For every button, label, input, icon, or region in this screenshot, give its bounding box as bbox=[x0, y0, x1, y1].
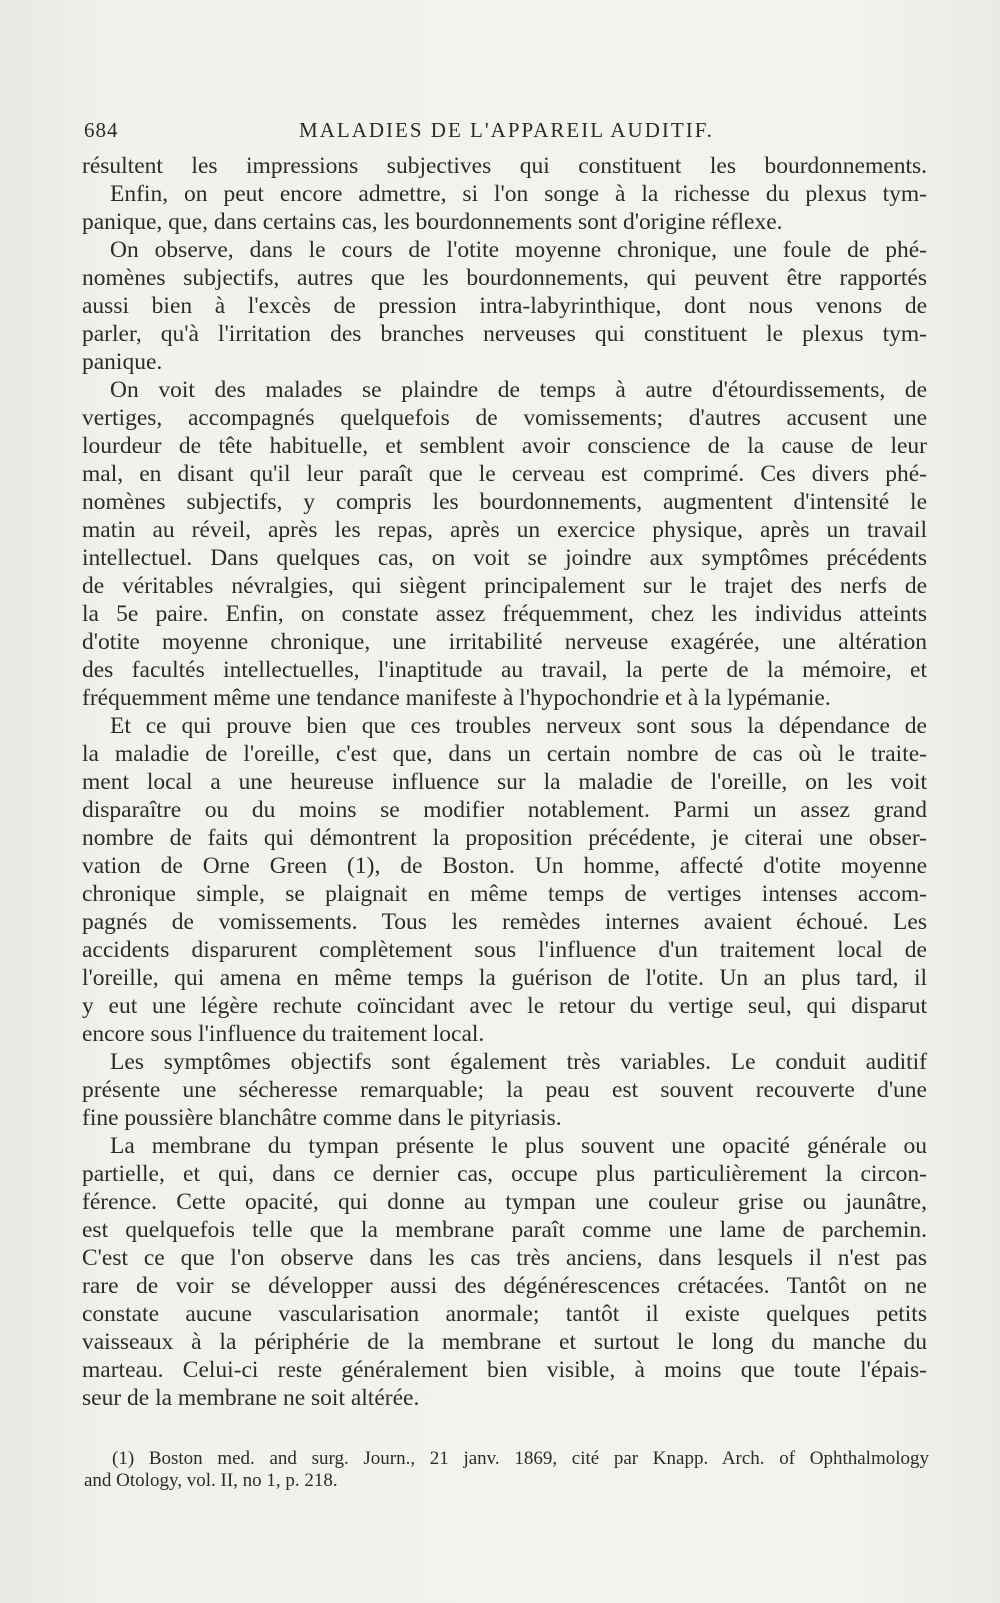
footnote-line: (1) Boston med. and surg. Journ., 21 janv. 1869, cité par Knapp. Arch. of Ophthalmology bbox=[112, 1448, 929, 1469]
text-line: nomènes subjectifs, y compris les bourdonnements, augmentent d'intensité le bbox=[82, 489, 927, 515]
text-line: l'oreille, qui amena en même temps la guérison de l'otite. Un an plus tard, il bbox=[82, 965, 927, 991]
text-line: chronique simple, se plaignait en même temps de vertiges intenses accom- bbox=[82, 881, 927, 907]
text-line: la 5e paire. Enfin, on constate assez fréquemment, chez les individus atteints bbox=[82, 601, 927, 627]
text-line: y eut une légère rechute coïncidant avec le retour du vertige seul, qui disparut bbox=[82, 993, 927, 1019]
text-line: constate aucune vascularisation anormale; tantôt il existe quelques petits bbox=[82, 1301, 927, 1327]
text-line: fréquemment même une tendance manifeste à l'hypochondrie et à la lypémanie. bbox=[82, 685, 831, 711]
text-line: disparaître ou du moins se modifier notablement. Parmi un assez grand bbox=[82, 797, 927, 823]
text-line: fine poussière blanchâtre comme dans le pityriasis. bbox=[82, 1105, 562, 1131]
text-line: aussi bien à l'excès de pression intra-labyrinthique, dont nous venons de bbox=[82, 293, 927, 319]
text-line: présente une sécheresse remarquable; la peau est souvent recouverte d'une bbox=[82, 1077, 927, 1103]
text-line: férence. Cette opacité, qui donne au tympan une couleur grise ou jaunâtre, bbox=[82, 1189, 927, 1215]
text-line: des facultés intellectuelles, l'inaptitude au travail, la perte de la mémoire, et bbox=[82, 657, 927, 683]
text-line: On voit des malades se plaindre de temps à autre d'étourdissements, de bbox=[110, 377, 927, 403]
text-line: seur de la membrane ne soit altérée. bbox=[82, 1385, 420, 1411]
text-line: accidents disparurent complètement sous l'influence d'un traitement local de bbox=[82, 937, 927, 963]
text-line: nombre de faits qui démontrent la proposition précédente, je citerai une obser- bbox=[82, 825, 927, 851]
text-line: vation de Orne Green (1), de Boston. Un homme, affecté d'otite moyenne bbox=[82, 853, 927, 879]
text-line: mal, en disant qu'il leur paraît que le cerveau est comprimé. Ces divers phé- bbox=[82, 461, 927, 487]
text-line: partielle, et qui, dans ce dernier cas, occupe plus particulièrement la circon- bbox=[82, 1161, 927, 1187]
text-line: Et ce qui prouve bien que ces troubles nerveux sont sous la dépendance de bbox=[110, 713, 927, 739]
text-line: matin au réveil, après les repas, après un exercice physique, après un travail bbox=[82, 517, 927, 543]
text-line: la maladie de l'oreille, c'est que, dans un certain nombre de cas où le traite- bbox=[82, 741, 927, 767]
text-line: est quelquefois telle que la membrane paraît comme une lame de parchemin. bbox=[82, 1217, 927, 1243]
text-line: marteau. Celui-ci reste généralement bien visible, à moins que toute l'épais- bbox=[82, 1357, 927, 1383]
text-line: lourdeur de tête habituelle, et semblent avoir conscience de la cause de leur bbox=[82, 433, 927, 459]
text-line: parler, qu'à l'irritation des branches nerveuses qui constituent le plexus tym- bbox=[82, 321, 927, 347]
text-line: panique. bbox=[82, 349, 163, 375]
footnotes bbox=[84, 1448, 929, 1492]
text-line: encore sous l'influence du traitement local. bbox=[82, 1021, 485, 1047]
running-head bbox=[84, 118, 929, 148]
text-line: d'otite moyenne chronique, une irritabilité nerveuse exagérée, une altération bbox=[82, 629, 927, 655]
text-line: C'est ce que l'on observe dans les cas très anciens, dans lesquels il n'est pas bbox=[82, 1245, 927, 1271]
text-line: vaisseaux à la périphérie de la membrane et surtout le long du manche du bbox=[82, 1329, 927, 1355]
text-line: vertiges, accompagnés quelquefois de vomissements; d'autres accusent une bbox=[82, 405, 927, 431]
body-text bbox=[82, 152, 927, 1412]
text-line: résultent les impressions subjectives qui constituent les bourdonnements. bbox=[82, 153, 927, 179]
text-line: pagnés de vomissements. Tous les remèdes internes avaient échoué. Les bbox=[82, 909, 927, 935]
text-line: rare de voir se développer aussi des dégénérescences crétacées. Tantôt on ne bbox=[82, 1273, 927, 1299]
text-line: panique, que, dans certains cas, les bourdonnements sont d'origine réflexe. bbox=[82, 209, 783, 235]
text-line: de véritables névralgies, qui siègent principalement sur le trajet des nerfs de bbox=[82, 573, 927, 599]
page-number: 684 bbox=[84, 118, 119, 142]
text-line: Enfin, on peut encore admettre, si l'on songe à la richesse du plexus tym- bbox=[110, 181, 927, 207]
text-line: On observe, dans le cours de l'otite moyenne chronique, une foule de phé- bbox=[110, 237, 927, 263]
text-line: nomènes subjectifs, autres que les bourdonnements, qui peuvent être rapportés bbox=[82, 265, 927, 291]
running-title: MALADIES DE L'APPAREIL AUDITIF. bbox=[299, 118, 714, 142]
footnote-line: and Otology, vol. II, no 1, p. 218. bbox=[84, 1470, 338, 1491]
text-line: intellectuel. Dans quelques cas, on voit se joindre aux symptômes précédents bbox=[82, 545, 927, 571]
text-line: Les symptômes objectifs sont également très variables. Le conduit auditif bbox=[110, 1049, 927, 1075]
text-line: ment local a une heureuse influence sur la maladie de l'oreille, on les voit bbox=[82, 769, 927, 795]
text-line: La membrane du tympan présente le plus souvent une opacité générale ou bbox=[110, 1133, 927, 1159]
